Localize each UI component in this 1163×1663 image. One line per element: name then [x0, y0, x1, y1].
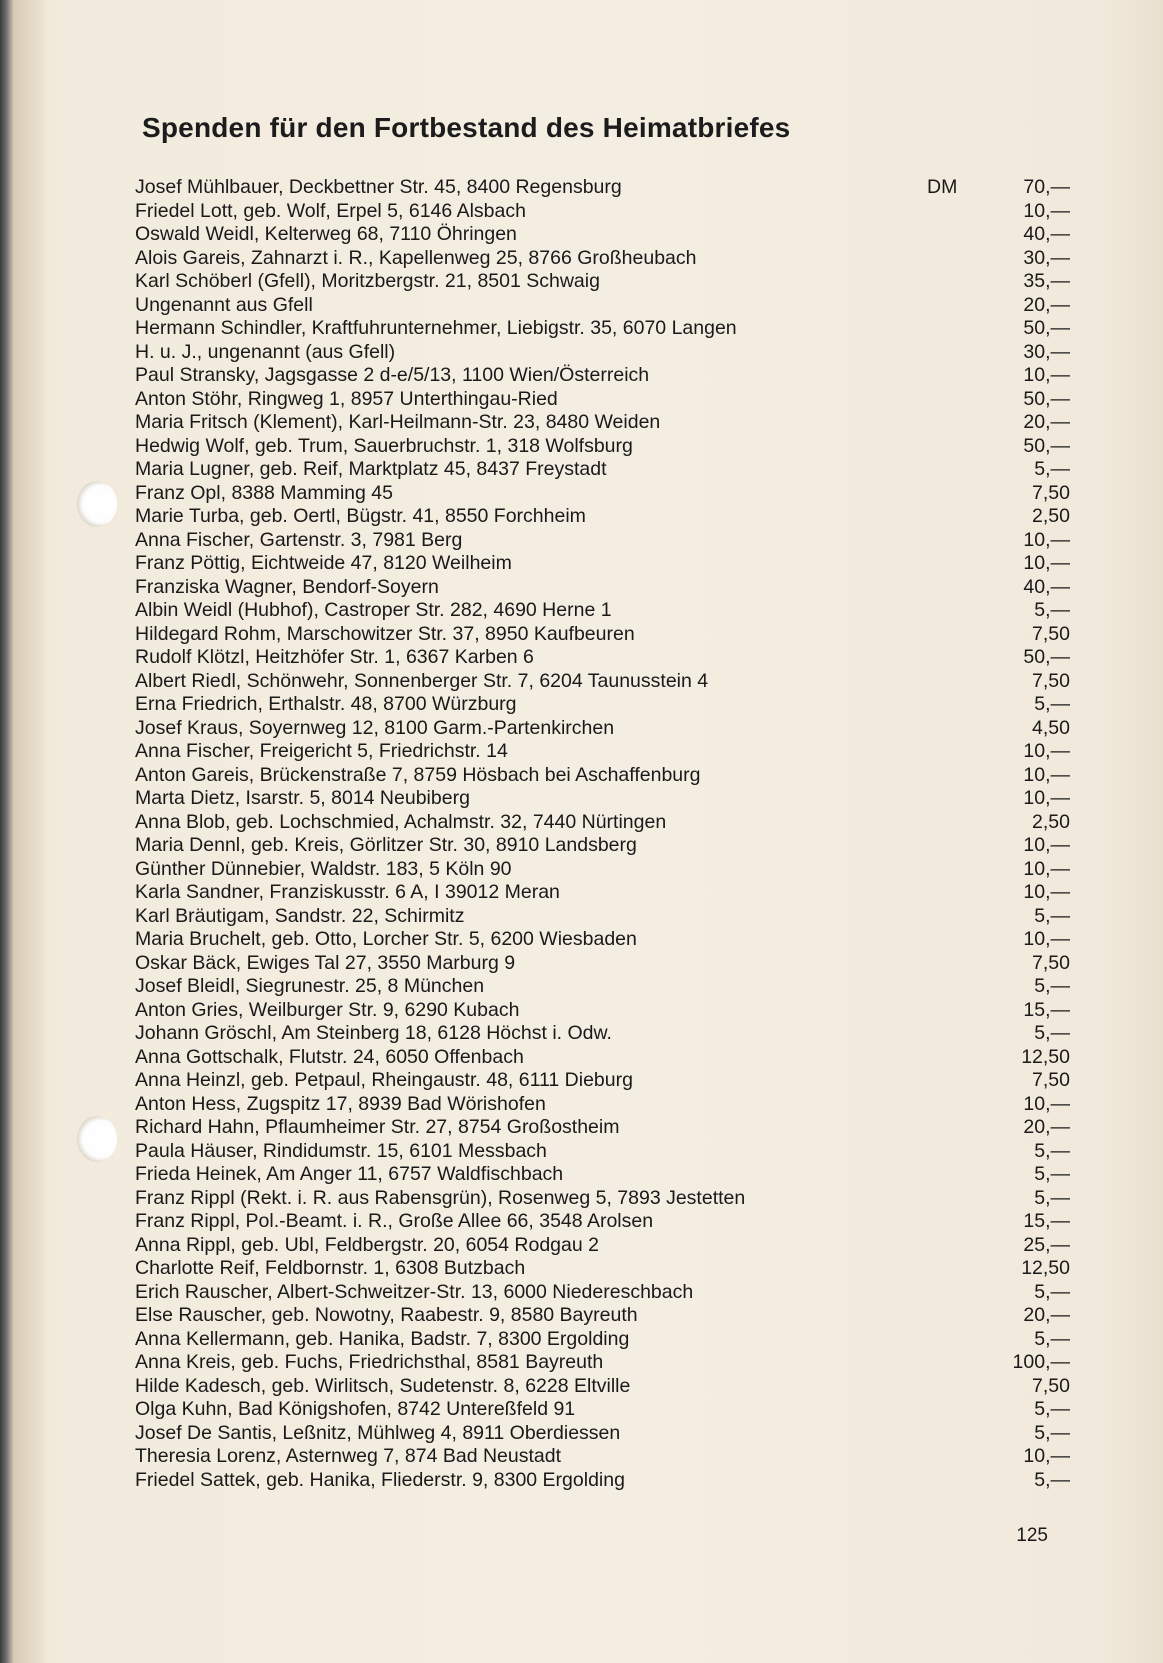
- donation-row: [135, 764, 1070, 788]
- donation-row: [135, 576, 1070, 600]
- donor-name-address: Hildegard Rohm, Marschowitzer Str. 37, 8950 Kaufbeuren: [135, 622, 635, 645]
- donation-row: [135, 529, 1070, 553]
- donation-amount: 10,—: [1023, 763, 1070, 786]
- donor-name-address: Olga Kuhn, Bad Königshofen, 8742 Untereßfeld 91: [135, 1398, 576, 1420]
- donation-amount: 5,—: [1034, 458, 1070, 480]
- donation-row: [135, 1328, 1070, 1352]
- donation-row: [135, 482, 1070, 506]
- donation-row: [135, 270, 1070, 294]
- donor-name-address: Karla Sandner, Franziskusstr. 6 A, I 39012 Meran: [135, 881, 560, 903]
- donation-amount: 30,—: [1023, 340, 1070, 363]
- donor-name-address: Anton Gries, Weilburger Str. 9, 6290 Kubach: [135, 998, 520, 1021]
- donation-amount: 20,—: [1023, 1304, 1070, 1326]
- donor-name-address: Ungenannt aus Gfell: [135, 293, 313, 316]
- donation-amount: 5,—: [1034, 693, 1070, 715]
- donor-name-address: Hedwig Wolf, geb. Trum, Sauerbruchstr. 1, 318 Wolfsburg: [135, 434, 633, 457]
- donation-amount: 10,—: [1023, 528, 1070, 551]
- donor-name-address: Anna Fischer, Gartenstr. 3, 7981 Berg: [135, 528, 463, 551]
- donation-row: [135, 975, 1070, 999]
- donation-row: [135, 1022, 1070, 1046]
- page-number: 125: [1016, 1525, 1048, 1546]
- donor-name-address: Richard Hahn, Pflaumheimer Str. 27, 8754 Großostheim: [135, 1116, 620, 1138]
- donor-name-address: Marta Dietz, Isarstr. 5, 8014 Neubiberg: [135, 787, 470, 809]
- donation-row: [135, 787, 1070, 811]
- donor-name-address: Karl Schöberl (Gfell), Moritzbergstr. 21, 8501 Schwaig: [135, 270, 600, 292]
- donor-name-address: Günther Dünnebier, Waldstr. 183, 5 Köln 90: [135, 857, 512, 880]
- donation-row: [135, 176, 1070, 200]
- donation-row: [135, 881, 1070, 905]
- donation-row: [135, 247, 1070, 271]
- donation-amount: 5,—: [1034, 1022, 1070, 1044]
- donation-amount: 5,—: [1034, 599, 1070, 621]
- donor-name-address: Erich Rauscher, Albert-Schweitzer-Str. 13, 6000 Niedereschbach: [135, 1280, 694, 1303]
- donor-name-address: Josef Kraus, Soyernweg 12, 8100 Garm.-Partenkirchen: [135, 716, 615, 739]
- donor-name-address: Anna Blob, geb. Lochschmied, Achalmstr. 32, 7440 Nürtingen: [135, 810, 667, 833]
- donation-amount: 7,50: [1032, 951, 1070, 974]
- donor-name-address: Albin Weidl (Hubhof), Castroper Str. 282, 4690 Herne 1: [135, 599, 612, 621]
- donation-amount: 2,50: [1032, 505, 1070, 527]
- donation-amount: 10,—: [1023, 787, 1070, 809]
- donation-amount: 7,50: [1032, 1069, 1070, 1091]
- donor-name-address: Anton Hess, Zugspitz 17, 8939 Bad Wörishofen: [135, 1092, 546, 1115]
- punch-hole: [77, 1116, 117, 1162]
- donor-name-address: Anton Stöhr, Ringweg 1, 8957 Unterthingau-Ried: [135, 387, 558, 410]
- donation-row: [135, 1093, 1070, 1117]
- donor-name-address: Else Rauscher, geb. Nowotny, Raabestr. 9, 8580 Bayreuth: [135, 1304, 638, 1326]
- donation-row: [135, 223, 1070, 247]
- donation-amount: 5,—: [1034, 1327, 1070, 1350]
- donor-name-address: Friedel Lott, geb. Wolf, Erpel 5, 6146 Alsbach: [135, 199, 526, 222]
- donation-row: [135, 1281, 1070, 1305]
- donor-name-address: Josef Bleidl, Siegrunestr. 25, 8 München: [135, 975, 485, 997]
- donation-amount: 10,—: [1023, 552, 1070, 574]
- donation-amount: 2,50: [1032, 810, 1070, 833]
- donor-name-address: Marie Turba, geb. Oertl, Bügstr. 41, 8550 Forchheim: [135, 505, 586, 527]
- donor-name-address: Anna Fischer, Freigericht 5, Friedrichstr. 14: [135, 740, 508, 762]
- donation-row: [135, 411, 1070, 435]
- donation-amount: 70,—: [1023, 176, 1070, 198]
- donation-row: [135, 717, 1070, 741]
- donor-name-address: Franz Rippl, Pol.-Beamt. i. R., Große Allee 66, 3548 Arolsen: [135, 1210, 654, 1232]
- donation-row: [135, 1069, 1070, 1093]
- donation-amount: 7,50: [1032, 622, 1070, 645]
- donation-amount: 7,50: [1032, 481, 1070, 504]
- donor-name-address: Maria Bruchelt, geb. Otto, Lorcher Str. 5, 6200 Wiesbaden: [135, 928, 637, 950]
- donation-amount: 35,—: [1023, 270, 1070, 292]
- donation-amount: 20,—: [1023, 293, 1070, 316]
- donation-amount: 10,—: [1023, 364, 1070, 386]
- donation-row: [135, 952, 1070, 976]
- donation-amount: 5,—: [1034, 1421, 1070, 1444]
- donation-amount: 10,—: [1023, 1092, 1070, 1115]
- donation-row: [135, 341, 1070, 365]
- donation-amount: 15,—: [1023, 1210, 1070, 1232]
- donor-name-address: Paul Stransky, Jagsgasse 2 d-e/5/13, 1100 Wien/Österreich: [135, 364, 650, 386]
- donation-amount: 12,50: [1021, 1257, 1070, 1279]
- donation-row: [135, 834, 1070, 858]
- donation-row: [135, 1140, 1070, 1164]
- donation-amount: 5,—: [1034, 1398, 1070, 1420]
- donor-name-address: Franz Rippl (Rekt. i. R. aus Rabensgrün), Rosenweg 5, 7893 Jestetten: [135, 1186, 746, 1209]
- donation-row: [135, 740, 1070, 764]
- donation-amount: 15,—: [1023, 998, 1070, 1021]
- donation-amount: 10,—: [1023, 1445, 1070, 1467]
- donation-row: [135, 693, 1070, 717]
- donation-row: [135, 1234, 1070, 1258]
- donation-amount: 10,—: [1023, 740, 1070, 762]
- donation-amount: 12,50: [1021, 1045, 1070, 1068]
- donation-amount: 10,—: [1023, 857, 1070, 880]
- donation-amount: 100,—: [1012, 1351, 1070, 1373]
- donation-row: [135, 599, 1070, 623]
- donation-amount: 50,—: [1023, 317, 1070, 339]
- donation-row: [135, 999, 1070, 1023]
- donor-name-address: Erna Friedrich, Erthalstr. 48, 8700 Würzburg: [135, 693, 517, 715]
- donor-name-address: Josef De Santis, Leßnitz, Mühlweg 4, 8911 Oberdiessen: [135, 1421, 621, 1444]
- donation-row: [135, 388, 1070, 412]
- donation-row: [135, 505, 1070, 529]
- donor-name-address: Frieda Heinek, Am Anger 11, 6757 Waldfischbach: [135, 1163, 564, 1185]
- donation-row: [135, 1469, 1070, 1493]
- donor-name-address: Anna Gottschalk, Flutstr. 24, 6050 Offenbach: [135, 1045, 524, 1068]
- donation-row: [135, 623, 1070, 647]
- donation-row: [135, 670, 1070, 694]
- donor-name-address: Josef Mühlbauer, Deckbettner Str. 45, 8400 Regensburg: [135, 176, 622, 198]
- page-title: Spenden für den Fortbestand des Heimatbriefes: [142, 112, 791, 143]
- donation-row: [135, 1351, 1070, 1375]
- donation-amount: 5,—: [1034, 1139, 1070, 1162]
- donation-amount: 7,50: [1032, 669, 1070, 692]
- currency-label: DM: [927, 176, 958, 198]
- donor-name-address: Albert Riedl, Schönwehr, Sonnenberger Str. 7, 6204 Taunusstein 4: [135, 669, 709, 692]
- donor-name-address: Anna Rippl, geb. Ubl, Feldbergstr. 20, 6054 Rodgau 2: [135, 1233, 599, 1256]
- donor-name-address: Franz Pöttig, Eichtweide 47, 8120 Weilheim: [135, 552, 512, 574]
- donation-amount: 50,—: [1023, 387, 1070, 410]
- donor-name-address: Franziska Wagner, Bendorf-Soyern: [135, 575, 439, 598]
- donation-amount: 30,—: [1023, 246, 1070, 269]
- donor-name-address: Anna Heinzl, geb. Petpaul, Rheingaustr. 48, 6111 Dieburg: [135, 1069, 633, 1091]
- donor-name-address: Oswald Weidl, Kelterweg 68, 7110 Öhringen: [135, 223, 517, 245]
- donor-name-address: Karl Bräutigam, Sandstr. 22, Schirmitz: [135, 904, 465, 927]
- donor-name-address: Anna Kellermann, geb. Hanika, Badstr. 7, 8300 Ergolding: [135, 1327, 630, 1350]
- donor-name-address: Anna Kreis, geb. Fuchs, Friedrichsthal, 8581 Bayreuth: [135, 1351, 604, 1373]
- donation-row: [135, 1163, 1070, 1187]
- donation-row: [135, 646, 1070, 670]
- donation-list: [135, 176, 1070, 1492]
- punch-hole: [77, 481, 117, 527]
- donation-row: [135, 1257, 1070, 1281]
- donation-row: [135, 1375, 1070, 1399]
- donation-amount: 50,—: [1023, 434, 1070, 457]
- donation-amount: 5,—: [1034, 904, 1070, 927]
- donation-amount: 4,50: [1032, 716, 1070, 739]
- donation-amount: 10,—: [1023, 199, 1070, 222]
- donation-row: [135, 858, 1070, 882]
- donation-amount: 40,—: [1023, 223, 1070, 245]
- donation-row: [135, 1046, 1070, 1070]
- donor-name-address: Charlotte Reif, Feldbornstr. 1, 6308 Butzbach: [135, 1257, 526, 1279]
- donation-row: [135, 905, 1070, 929]
- donation-amount: 20,—: [1023, 411, 1070, 433]
- donation-amount: 5,—: [1034, 1186, 1070, 1209]
- donation-row: [135, 1445, 1070, 1469]
- binding-spine: [0, 0, 44, 1663]
- donation-amount: 5,—: [1034, 975, 1070, 997]
- donation-row: [135, 1187, 1070, 1211]
- donation-amount: 5,—: [1034, 1468, 1070, 1491]
- donor-name-address: Anton Gareis, Brückenstraße 7, 8759 Hösbach bei Aschaffenburg: [135, 763, 701, 786]
- donation-amount: 20,—: [1023, 1116, 1070, 1138]
- donation-row: [135, 458, 1070, 482]
- donor-name-address: Maria Dennl, geb. Kreis, Görlitzer Str. 30, 8910 Landsberg: [135, 834, 637, 856]
- donation-row: [135, 1210, 1070, 1234]
- donor-name-address: Franz Opl, 8388 Mamming 45: [135, 481, 393, 504]
- donor-name-address: Paula Häuser, Rindidumstr. 15, 6101 Messbach: [135, 1139, 547, 1162]
- donor-name-address: Hilde Kadesch, geb. Wirlitsch, Sudetenstr. 8, 6228 Eltville: [135, 1374, 631, 1397]
- donation-amount: 10,—: [1023, 928, 1070, 950]
- donation-row: [135, 435, 1070, 459]
- donation-amount: 50,—: [1023, 646, 1070, 668]
- donation-amount: 10,—: [1023, 881, 1070, 903]
- donor-name-address: Maria Fritsch (Klement), Karl-Heilmann-Str. 23, 8480 Weiden: [135, 411, 661, 433]
- donation-row: [135, 1398, 1070, 1422]
- donor-name-address: Maria Lugner, geb. Reif, Marktplatz 45, 8437 Freystadt: [135, 458, 607, 480]
- donation-row: [135, 811, 1070, 835]
- donation-row: [135, 1422, 1070, 1446]
- donation-amount: 5,—: [1034, 1280, 1070, 1303]
- donor-name-address: Oskar Bäck, Ewiges Tal 27, 3550 Marburg 9: [135, 951, 516, 974]
- donation-row: [135, 928, 1070, 952]
- donation-amount: 7,50: [1032, 1374, 1070, 1397]
- donor-name-address: Rudolf Klötzl, Heitzhöfer Str. 1, 6367 Karben 6: [135, 646, 534, 668]
- donor-name-address: H. u. J., ungenannt (aus Gfell): [135, 340, 396, 363]
- donation-row: [135, 1304, 1070, 1328]
- donation-row: [135, 317, 1070, 341]
- donation-row: [135, 294, 1070, 318]
- donor-name-address: Theresia Lorenz, Asternweg 7, 874 Bad Neustadt: [135, 1445, 562, 1467]
- donation-amount: 25,—: [1023, 1233, 1070, 1256]
- donation-amount: 5,—: [1034, 1163, 1070, 1185]
- donation-row: [135, 552, 1070, 576]
- donor-name-address: Alois Gareis, Zahnarzt i. R., Kapellenweg 25, 8766 Großheubach: [135, 246, 697, 269]
- donation-row: [135, 200, 1070, 224]
- donation-row: [135, 364, 1070, 388]
- donor-name-address: Johann Gröschl, Am Steinberg 18, 6128 Höchst i. Odw.: [135, 1022, 612, 1044]
- donation-amount: 10,—: [1023, 834, 1070, 856]
- donation-amount: 40,—: [1023, 575, 1070, 598]
- donor-name-address: Hermann Schindler, Kraftfuhrunternehmer, Liebigstr. 35, 6070 Langen: [135, 317, 737, 339]
- donor-name-address: Friedel Sattek, geb. Hanika, Fliederstr. 9, 8300 Ergolding: [135, 1468, 625, 1491]
- donation-row: [135, 1116, 1070, 1140]
